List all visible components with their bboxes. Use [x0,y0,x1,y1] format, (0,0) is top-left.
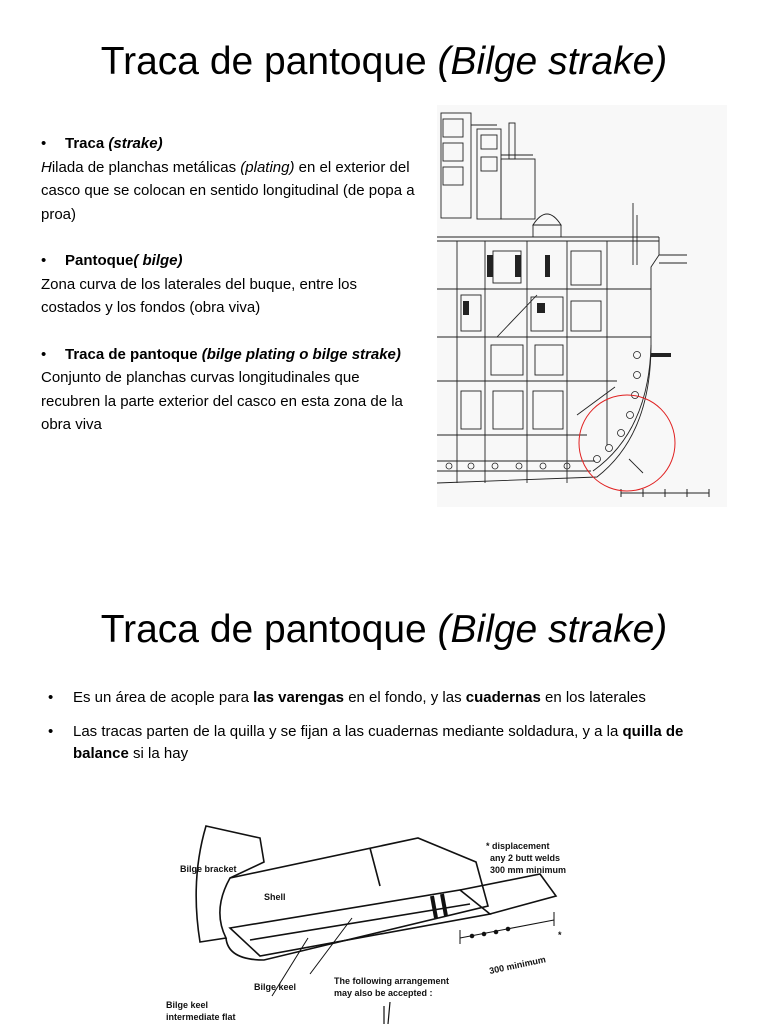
bullet-definition [41,366,417,437]
label-star: * [558,930,562,940]
bullet-term-translation: ( bilge) [133,252,183,269]
bullet-glyph: • [48,689,54,706]
label-following-1: The following arrangement [334,976,450,986]
title-italic: (Bilge strake) [437,608,668,651]
title-main: Traca de pantoque [100,40,438,83]
bullet-term-translation: (bilge plating o bilge strake) [201,345,401,363]
bullet-glyph: • [41,345,47,363]
label-shell: Shell [264,892,286,902]
label-bilge-keel: Bilge keel [254,982,297,992]
label-displacement-3: 300 mm minimum [490,865,567,875]
bullet-term: Pantoque [65,252,134,269]
label-300-minimum: 300 minimum [488,954,547,976]
definition-text: Zona curva de los laterales del buque, entre los costados y los fondos (obra viva) [41,275,358,316]
bullet-text: si la hay [128,745,189,762]
bullet-term: Traca de pantoque [65,345,202,363]
label-displacement-2: any 2 butt welds [490,853,561,863]
bullet-glyph: • [41,252,47,269]
bullet-heading [41,343,417,367]
slide-1-bullet-list [41,132,417,460]
bullet-item [48,687,708,709]
label-bilge-bracket: Bilge bracket [180,864,237,874]
ship-cross-section-drawing [437,105,727,507]
label-following-2: may also be accepted : [334,988,433,998]
bilge-keel-figure [160,810,600,1024]
bullet-heading [41,249,417,273]
slide-2 [0,512,768,1024]
definition-text: (plating) [240,158,295,176]
label-displacement-1: * displacement [486,841,550,851]
definition-text: ilada de planchas metálicas [51,158,241,176]
bullet-key-term: las varengas [253,689,345,706]
bullet-text: Es un área de acople para [73,689,254,706]
bullet-term-translation: (strake) [104,135,163,152]
title-main: Traca de pantoque [100,608,438,651]
definition-text: H [41,158,52,176]
bullet-key-term: cuadernas [465,689,541,706]
bullet-definition [41,156,417,227]
bullet-glyph: • [41,135,47,152]
slide-2-title [0,608,768,652]
title-italic: (Bilge strake) [437,40,668,83]
bullet-definition [41,273,417,320]
definition-text: Conjunto de planchas curvas longitudinales que recubren la parte exterior del casco en esta zona de la obra viva [41,369,403,433]
definition-text: en el exterior del casco que se colocan en sentido longitudinal (de popa a proa) [41,158,415,223]
bullet-text: Las tracas parten de la quilla y se fijan a las cuadernas mediante soldadura, y a la [73,723,623,740]
label-bilge-keel-flat-2: intermediate flat [166,1012,236,1022]
slide-2-bullet-list [48,687,708,777]
bullet-heading [41,132,417,156]
bullet-key-term: quilla de balance [73,723,684,762]
bullet-glyph: • [48,723,54,740]
bullet-item [48,721,708,765]
bullet-text: en el fondo, y las [344,689,466,706]
label-bilge-keel-flat-1: Bilge keel [166,1000,209,1010]
bullet-term: Traca [65,135,105,152]
bullet-text: en los laterales [540,689,646,706]
slide-1-title [0,40,768,84]
